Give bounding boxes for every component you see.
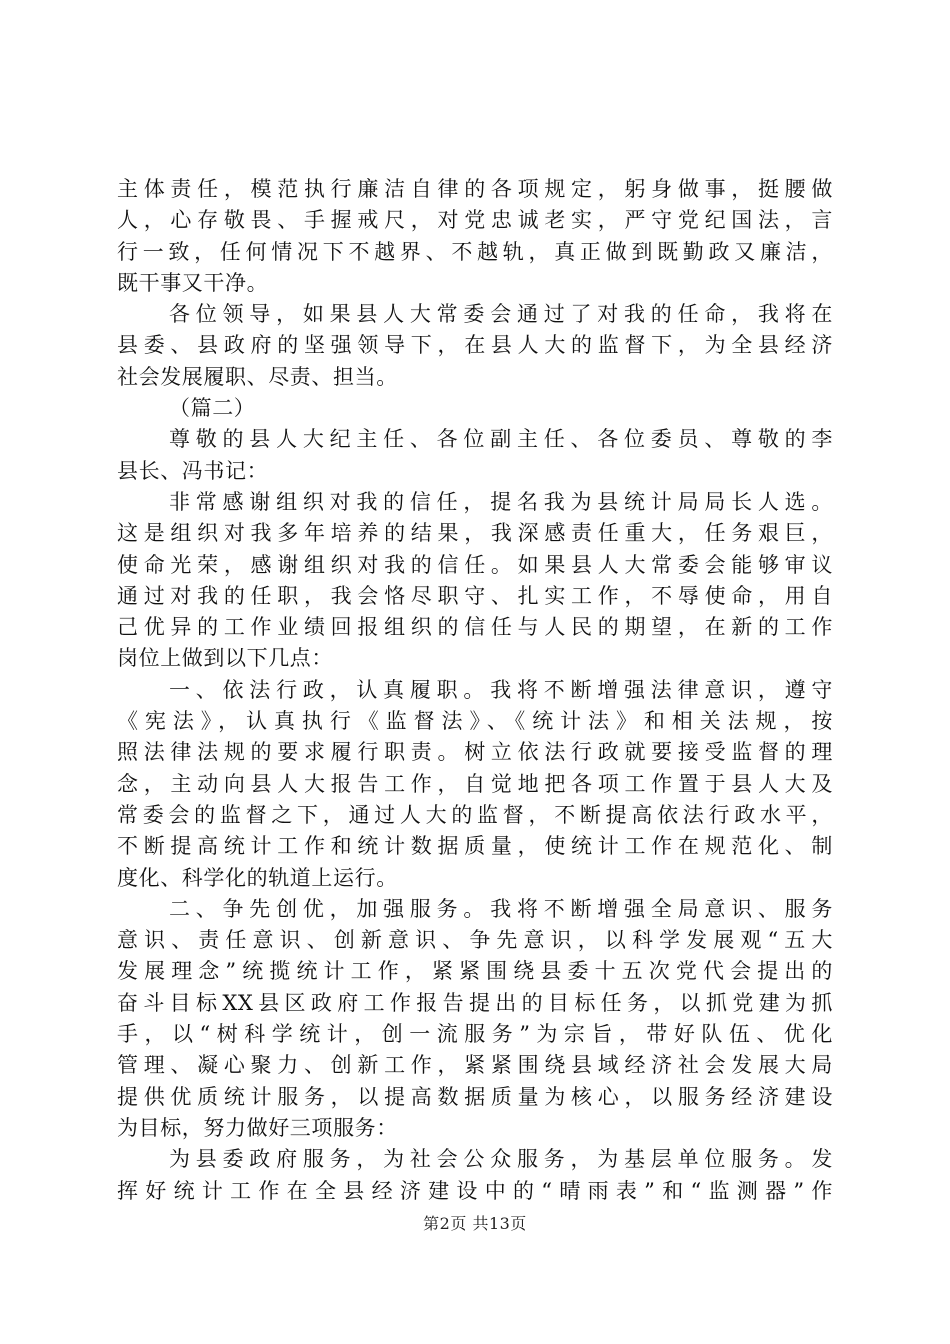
text-line: 己优异的工作业绩回报组织的信任与人民的期望，在新的工作 xyxy=(117,615,833,640)
text-line: 常委会的监督之下，通过人大的监督，不断提高依法行政水平， xyxy=(117,802,833,827)
text-line: 使命光荣，感谢组织对我的信任。如果县人大常委会能够审议 xyxy=(117,552,833,577)
text-line: 挥好统计工作在全县经济建设中的“晴雨表”和“监测器”作 xyxy=(117,1178,833,1203)
paragraph-start-line: 二、争先创优，加强服务。我将不断增强全局意识、服务 xyxy=(169,896,833,921)
paragraph-start-line: 各位领导，如果县人大常委会通过了对我的任命，我将在 xyxy=(169,302,833,327)
text-line: 度化、科学化的轨道上运行。 xyxy=(117,865,398,890)
text-line: 发展理念”统揽统计工作，紧紧围绕县委十五次党代会提出的 xyxy=(117,959,833,984)
salutation-line: 尊敬的县人大纪主任、各位副主任、各位委员、尊敬的李 xyxy=(169,427,833,452)
text-line: 奋斗目标XX县区政府工作报告提出的目标任务，以抓党建为抓 xyxy=(117,990,833,1015)
text-line: 主体责任，模范执行廉洁自律的各项规定，躬身做事，挺腰做 xyxy=(117,177,833,201)
paragraph-start-line: 一、依法行政，认真履职。我将不断增强法律意识，遵守 xyxy=(169,677,833,702)
text-line: 既干事又干净。 xyxy=(117,270,269,295)
text-line: 管理、凝心聚力、创新工作，紧紧围绕县域经济社会发展大局 xyxy=(117,1053,833,1078)
text-line: 社会发展履职、尽责、担当。 xyxy=(117,364,398,389)
text-line: 为目标，努力做好三项服务： xyxy=(117,1115,398,1140)
text-line: 行一致，任何情况下不越界、不越轨，真正做到既勤政又廉洁， xyxy=(117,239,833,264)
text-line: 手，以“树科学统计，创一流服务”为宗旨，带好队伍、优化 xyxy=(117,1022,833,1047)
text-line: 通过对我的任职，我会恪尽职守、扎实工作，不辱使命，用自 xyxy=(117,583,833,608)
text-line: 县委、县政府的坚强领导下，在县人大的监督下，为全县经济 xyxy=(117,333,833,358)
paragraph-start-line: 为县委政府服务，为社会公众服务，为基层单位服务。发 xyxy=(169,1147,833,1172)
section-heading: （篇二） xyxy=(169,396,256,421)
document-body xyxy=(117,174,833,1207)
text-line: 照法律法规的要求履行职责。树立依法行政就要接受监督的理 xyxy=(117,740,833,765)
text-line: 提供优质统计服务，以提高数据质量为核心，以服务经济建设 xyxy=(117,1084,833,1109)
text-line: 这是组织对我多年培养的结果，我深感责任重大，任务艰巨， xyxy=(117,521,833,546)
salutation-line: 县长、冯书记： xyxy=(117,458,269,483)
text-line: 人，心存敬畏、手握戒尺，对党忠诚老实，严守党纪国法，言 xyxy=(117,208,833,233)
text-line: 不断提高统计工作和统计数据质量，使统计工作在规范化、制 xyxy=(117,834,833,859)
page-number-footer: 第2页 共13页 xyxy=(423,1214,527,1233)
text-line: 念，主动向县人大报告工作，自觉地把各项工作置于县人大及 xyxy=(117,771,833,796)
text-line: 意识、责任意识、创新意识、争先意识，以科学发展观“五大 xyxy=(117,928,833,953)
paragraph-start-line: 非常感谢组织对我的信任，提名我为县统计局局长人选。 xyxy=(169,489,833,514)
text-line: 《宪法》，认真执行《监督法》、《统计法》和相关法规，按 xyxy=(117,709,833,734)
text-line: 岗位上做到以下几点： xyxy=(117,646,333,671)
